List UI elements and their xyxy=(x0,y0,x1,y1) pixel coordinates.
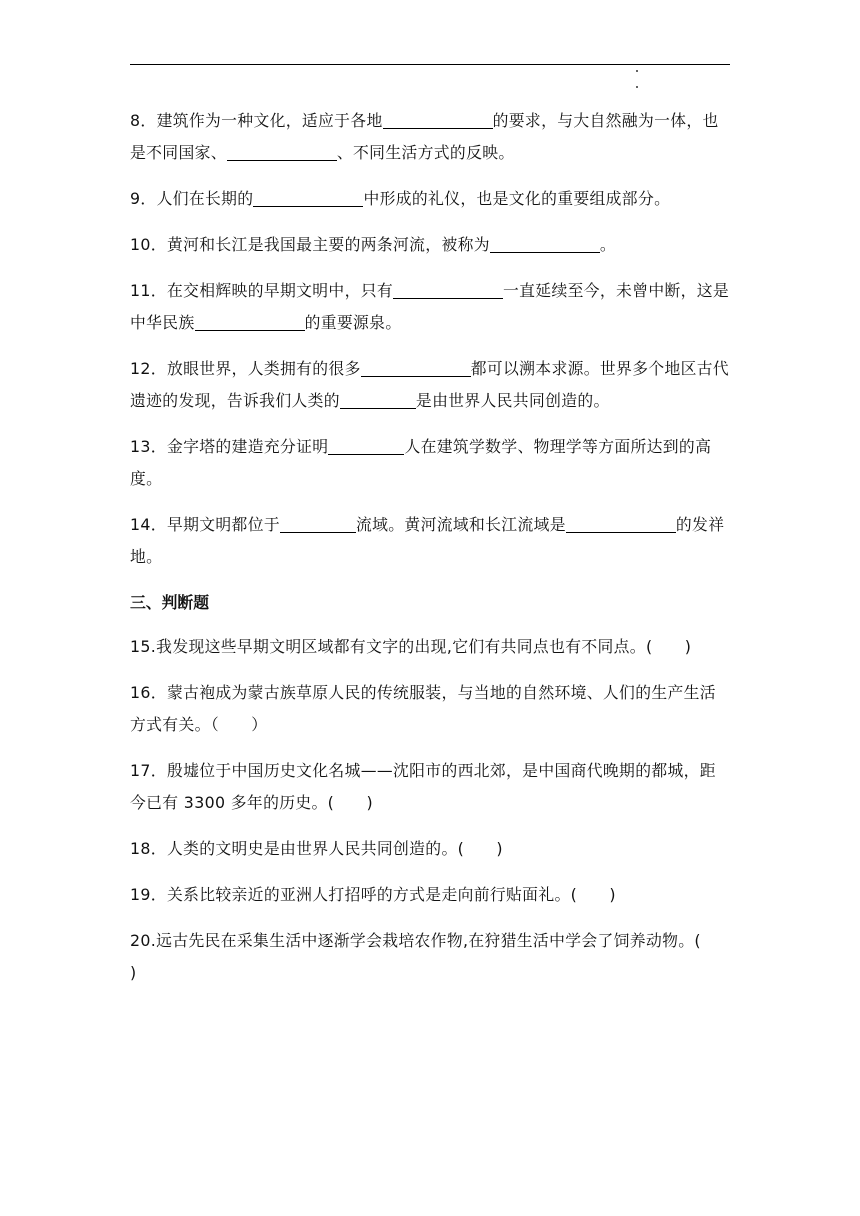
question-text: 建筑作为一种文化，适应于各地 xyxy=(156,111,383,130)
question-text: 。 xyxy=(599,235,617,254)
question-9 xyxy=(130,183,730,215)
header-dots xyxy=(636,70,642,102)
question-text: 是由世界人民共同创造的。 xyxy=(415,391,610,410)
question-number: 10． xyxy=(130,235,167,254)
question-14 xyxy=(130,509,730,573)
question-text: 流域。黄河流域和长江流域是 xyxy=(355,515,566,534)
answer-blank[interactable] xyxy=(227,142,337,161)
question-18: 18．人类的文明史是由世界人民共同创造的。( ) xyxy=(130,839,503,858)
question-text: 的要求，与大自然融为一体，也是不同国家、 xyxy=(130,111,719,162)
question-list xyxy=(130,105,734,1003)
question-text: 黄河和长江是我国最主要的两条河流，被称为 xyxy=(166,235,490,254)
question-11 xyxy=(130,275,730,339)
question-17: 17．殷墟位于中国历史文化名城——沈阳市的西北郊，是中国商代晚期的都城，距今已有 3300 多年的历史。( ) xyxy=(130,761,716,812)
question-number: 12． xyxy=(130,359,167,378)
header-rule xyxy=(130,64,730,65)
question-20: 20.远古先民在采集生活中逐渐学会栽培农作物,在狩猎生活中学会了饲养动物。( ) xyxy=(130,931,734,982)
answer-blank[interactable] xyxy=(393,280,503,299)
question-text: 人在建筑学数学、物理学等方面所达到的高度。 xyxy=(130,437,712,488)
question-number: 11． xyxy=(130,281,167,300)
question-number: 9． xyxy=(130,189,157,208)
question-19: 19．关系比较亲近的亚洲人打招呼的方式是走向前行贴面礼。( ) xyxy=(130,885,616,904)
question-text: 金字塔的建造充分证明 xyxy=(166,437,329,456)
question-text: 中形成的礼仪，也是文化的重要组成部分。 xyxy=(363,189,671,208)
answer-blank[interactable] xyxy=(328,436,404,455)
question-8 xyxy=(130,105,730,169)
question-number: 13． xyxy=(130,437,167,456)
answer-blank[interactable] xyxy=(566,514,676,533)
question-text: 、不同生活方式的反映。 xyxy=(336,143,515,162)
question-text: 人们在长期的 xyxy=(156,189,254,208)
question-15: 15.我发现这些早期文明区域都有文字的出现,它们有共同点也有不同点。( ) xyxy=(130,637,692,656)
answer-blank[interactable] xyxy=(195,312,305,331)
answer-blank[interactable] xyxy=(490,234,600,253)
answer-blank[interactable] xyxy=(340,390,416,409)
question-number: 14． xyxy=(130,515,167,534)
question-text: 的发祥地。 xyxy=(130,515,725,566)
question-text: 在交相辉映的早期文明中，只有 xyxy=(166,281,394,300)
question-text: 早期文明都位于 xyxy=(166,515,280,534)
answer-blank[interactable] xyxy=(280,514,356,533)
question-10 xyxy=(130,229,730,261)
question-12 xyxy=(130,353,730,417)
answer-blank[interactable] xyxy=(383,110,493,129)
question-text: 一直延续至今，未曾中断，这是中华民族 xyxy=(130,281,730,332)
question-text: 放眼世界，人类拥有的很多 xyxy=(166,359,361,378)
section-heading: 三、判断题 xyxy=(130,593,209,612)
question-text: 都可以溯本求源。世界多个地区古代遗迹的发现，告诉我们人类的 xyxy=(130,359,730,410)
answer-blank[interactable] xyxy=(253,188,363,207)
question-16: 16．蒙古袍成为蒙古族草原人民的传统服装，与当地的自然环境、人们的生产生活方式有关。（ ） xyxy=(130,683,716,734)
question-13 xyxy=(130,431,730,495)
answer-blank[interactable] xyxy=(361,358,471,377)
question-text: 的重要源泉。 xyxy=(304,313,402,332)
question-number: 8． xyxy=(130,111,157,130)
